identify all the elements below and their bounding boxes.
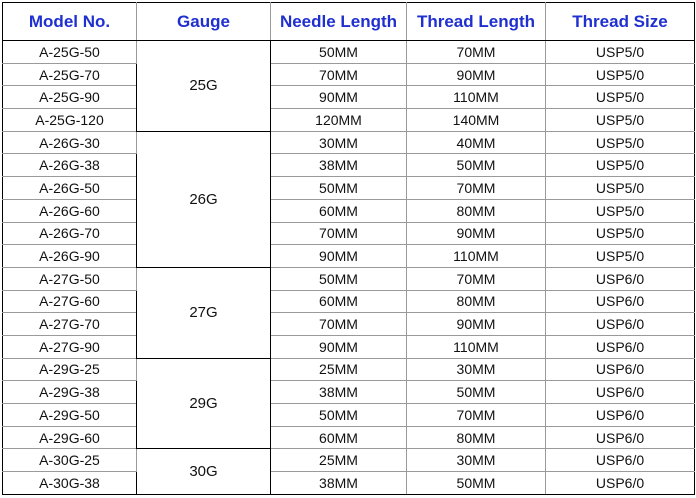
cell-model: A-26G-50 <box>3 177 137 200</box>
table-row <box>3 86 695 109</box>
cell-model: A-29G-25 <box>3 358 137 381</box>
cell-thread-size: USP6/0 <box>546 267 695 290</box>
cell-thread-length: 90MM <box>407 313 546 336</box>
cell-needle-length: 30MM <box>271 131 407 154</box>
cell-needle-length: 25MM <box>271 358 407 381</box>
cell-thread-size: USP5/0 <box>546 199 695 222</box>
table-row <box>3 358 695 381</box>
table-body <box>3 41 695 495</box>
cell-gauge: 29G <box>137 358 271 449</box>
cell-thread-length: 50MM <box>407 472 546 495</box>
table-row <box>3 426 695 449</box>
table-row <box>3 449 695 472</box>
cell-thread-size: USP6/0 <box>546 426 695 449</box>
header-model: Model No. <box>3 3 137 41</box>
cell-thread-size: USP5/0 <box>546 177 695 200</box>
cell-model: A-25G-90 <box>3 86 137 109</box>
cell-needle-length: 60MM <box>271 426 407 449</box>
cell-model: A-27G-60 <box>3 290 137 313</box>
header-gauge: Gauge <box>137 3 271 41</box>
cell-gauge: 25G <box>137 41 271 132</box>
spec-table <box>2 2 695 495</box>
cell-thread-size: USP5/0 <box>546 63 695 86</box>
table-row <box>3 177 695 200</box>
table-row <box>3 222 695 245</box>
header-thread-size: Thread Size <box>546 3 695 41</box>
table-row <box>3 199 695 222</box>
cell-thread-length: 80MM <box>407 426 546 449</box>
cell-thread-length: 70MM <box>407 404 546 427</box>
cell-thread-size: USP5/0 <box>546 86 695 109</box>
table-row <box>3 41 695 64</box>
cell-thread-size: USP5/0 <box>546 154 695 177</box>
cell-thread-size: USP6/0 <box>546 335 695 358</box>
cell-thread-length: 90MM <box>407 63 546 86</box>
cell-thread-length: 50MM <box>407 154 546 177</box>
cell-thread-size: USP6/0 <box>546 404 695 427</box>
header-needle-length: Needle Length <box>271 3 407 41</box>
cell-thread-length: 70MM <box>407 267 546 290</box>
cell-needle-length: 25MM <box>271 449 407 472</box>
cell-thread-size: USP6/0 <box>546 358 695 381</box>
cell-gauge: 27G <box>137 267 271 358</box>
cell-model: A-29G-60 <box>3 426 137 449</box>
cell-model: A-25G-70 <box>3 63 137 86</box>
cell-thread-size: USP6/0 <box>546 290 695 313</box>
table-row <box>3 335 695 358</box>
cell-needle-length: 90MM <box>271 245 407 268</box>
table-row <box>3 154 695 177</box>
cell-thread-size: USP5/0 <box>546 245 695 268</box>
cell-thread-size: USP6/0 <box>546 449 695 472</box>
cell-needle-length: 70MM <box>271 222 407 245</box>
cell-model: A-27G-90 <box>3 335 137 358</box>
table-row <box>3 290 695 313</box>
cell-needle-length: 70MM <box>271 313 407 336</box>
cell-model: A-27G-50 <box>3 267 137 290</box>
cell-thread-size: USP6/0 <box>546 472 695 495</box>
table-row <box>3 267 695 290</box>
table-row <box>3 245 695 268</box>
cell-thread-length: 70MM <box>407 41 546 64</box>
cell-model: A-26G-70 <box>3 222 137 245</box>
cell-model: A-25G-120 <box>3 109 137 132</box>
cell-needle-length: 38MM <box>271 381 407 404</box>
cell-thread-size: USP5/0 <box>546 41 695 64</box>
cell-needle-length: 38MM <box>271 154 407 177</box>
cell-needle-length: 50MM <box>271 41 407 64</box>
cell-thread-length: 80MM <box>407 199 546 222</box>
cell-model: A-27G-70 <box>3 313 137 336</box>
cell-needle-length: 70MM <box>271 63 407 86</box>
cell-thread-length: 90MM <box>407 222 546 245</box>
cell-thread-length: 50MM <box>407 381 546 404</box>
cell-model: A-29G-38 <box>3 381 137 404</box>
cell-thread-size: USP6/0 <box>546 313 695 336</box>
cell-model: A-26G-38 <box>3 154 137 177</box>
cell-needle-length: 60MM <box>271 199 407 222</box>
table-row <box>3 381 695 404</box>
cell-model: A-29G-50 <box>3 404 137 427</box>
cell-thread-length: 70MM <box>407 177 546 200</box>
cell-thread-length: 110MM <box>407 86 546 109</box>
cell-needle-length: 50MM <box>271 404 407 427</box>
cell-thread-length: 30MM <box>407 358 546 381</box>
table-row <box>3 404 695 427</box>
table-row <box>3 109 695 132</box>
cell-model: A-30G-38 <box>3 472 137 495</box>
cell-thread-length: 110MM <box>407 335 546 358</box>
cell-thread-length: 110MM <box>407 245 546 268</box>
table-row <box>3 472 695 495</box>
cell-needle-length: 38MM <box>271 472 407 495</box>
cell-model: A-26G-60 <box>3 199 137 222</box>
header-thread-length: Thread Length <box>407 3 546 41</box>
cell-thread-length: 140MM <box>407 109 546 132</box>
cell-thread-size: USP6/0 <box>546 381 695 404</box>
cell-needle-length: 120MM <box>271 109 407 132</box>
cell-needle-length: 50MM <box>271 267 407 290</box>
cell-thread-size: USP5/0 <box>546 222 695 245</box>
cell-model: A-25G-50 <box>3 41 137 64</box>
cell-thread-size: USP5/0 <box>546 109 695 132</box>
cell-model: A-26G-90 <box>3 245 137 268</box>
spec-table-container <box>2 2 694 495</box>
cell-needle-length: 60MM <box>271 290 407 313</box>
header-row <box>3 3 695 41</box>
table-row <box>3 131 695 154</box>
cell-model: A-26G-30 <box>3 131 137 154</box>
cell-gauge: 30G <box>137 449 271 495</box>
cell-needle-length: 90MM <box>271 86 407 109</box>
cell-thread-length: 30MM <box>407 449 546 472</box>
cell-gauge: 26G <box>137 131 271 267</box>
cell-needle-length: 50MM <box>271 177 407 200</box>
cell-model: A-30G-25 <box>3 449 137 472</box>
table-row <box>3 313 695 336</box>
cell-thread-length: 80MM <box>407 290 546 313</box>
cell-needle-length: 90MM <box>271 335 407 358</box>
table-row <box>3 63 695 86</box>
cell-thread-length: 40MM <box>407 131 546 154</box>
cell-thread-size: USP5/0 <box>546 131 695 154</box>
